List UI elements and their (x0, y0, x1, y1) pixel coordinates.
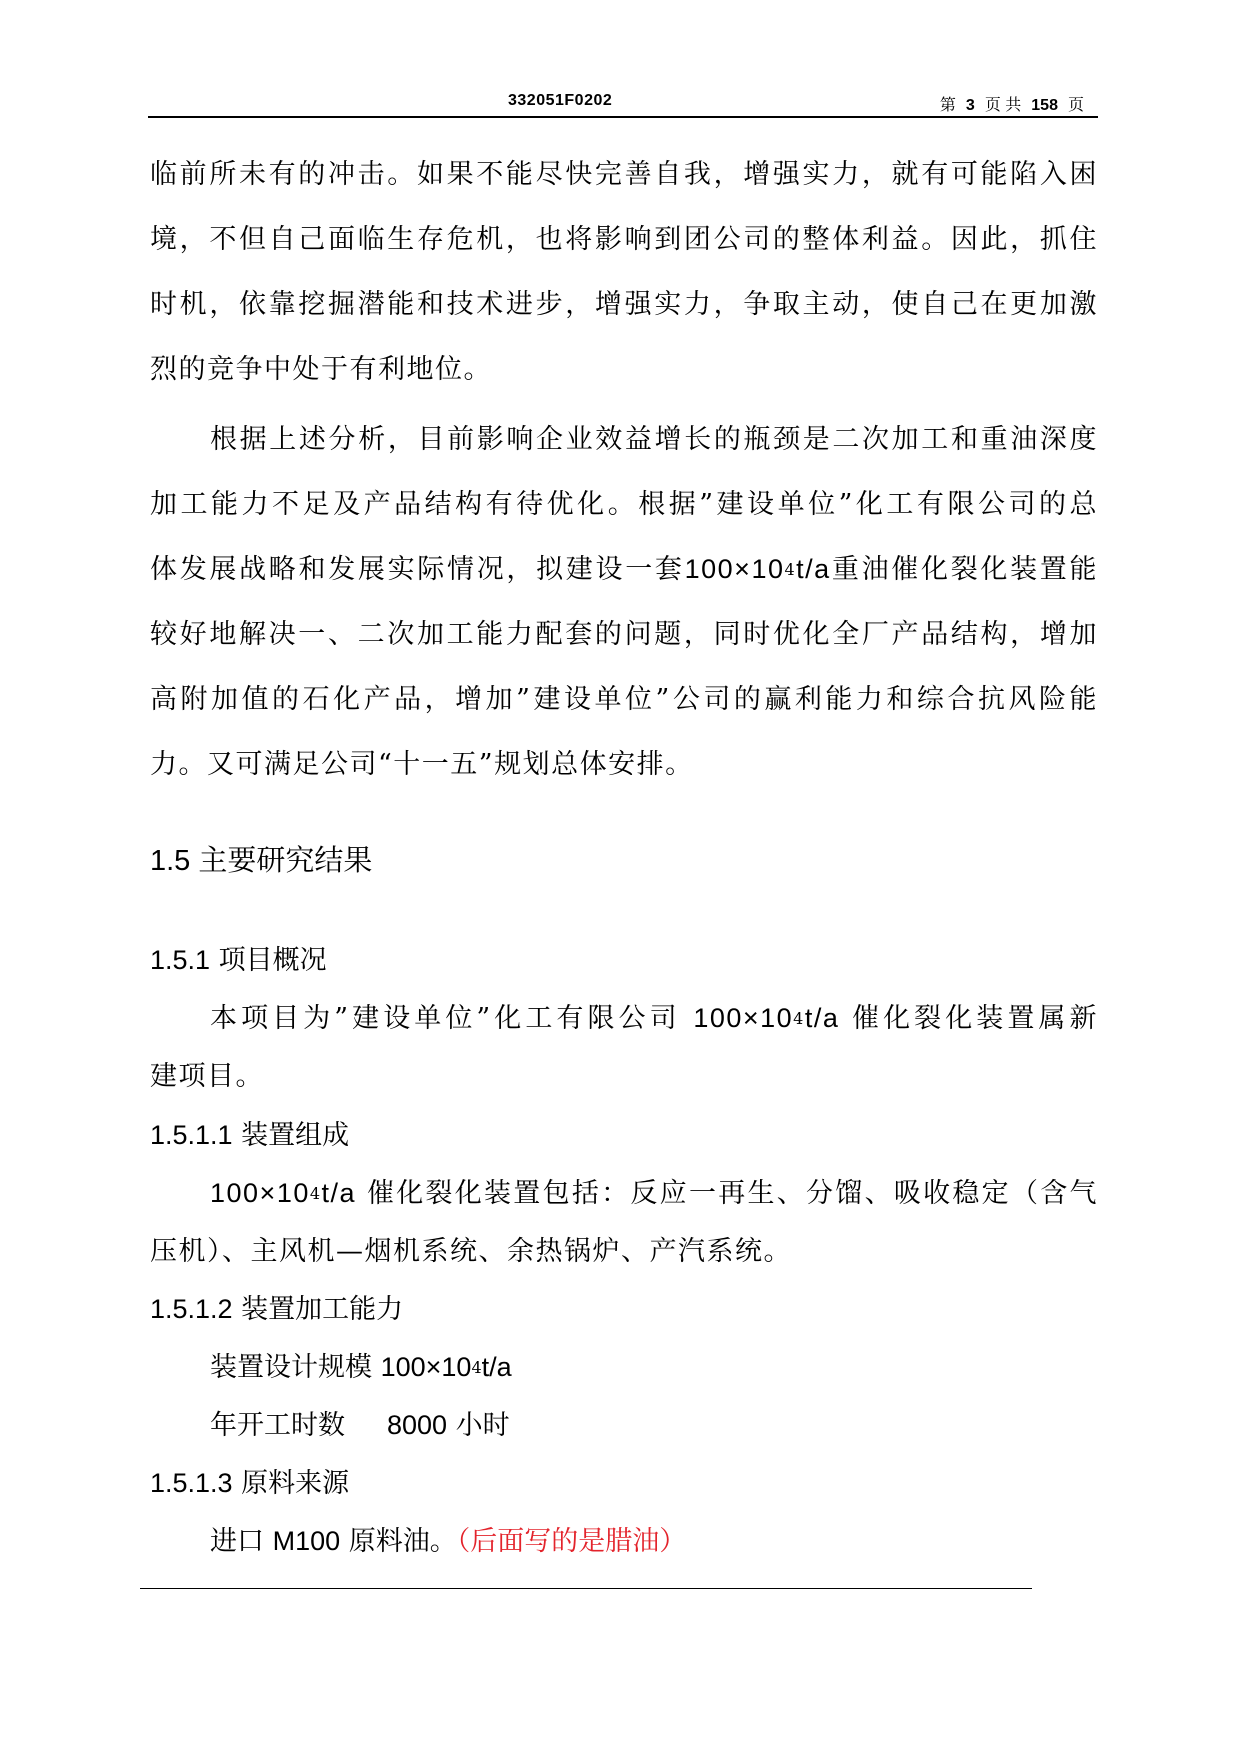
subsection-number: 1.5.1 (150, 945, 211, 975)
operating-hours-label: 年开工时数 (210, 1410, 345, 1441)
design-scale-line (210, 1345, 512, 1384)
subsection-number: 1.5.1.2 (150, 1294, 233, 1324)
capacity-unit: t/a (321, 1178, 357, 1208)
subsection-heading-1-5-1 (150, 938, 327, 977)
overview-text-a: 本项目为”建设单位”化工有限公司 (210, 1003, 681, 1034)
exponent: 4 (784, 560, 797, 579)
paragraph-2-line-5: 高附加值的石化产品，增加”建设单位”公司的赢利能力和综合抗风险能 (150, 684, 1098, 715)
red-note: （后面写的是腊油） (456, 1526, 687, 1557)
subsection-title: 原料来源 (241, 1468, 350, 1499)
operating-hours-line (210, 1403, 510, 1442)
overview-line-1 (210, 996, 1098, 1056)
subsection-title: 项目概况 (218, 945, 327, 976)
capacity-unit: t/a (804, 1003, 840, 1033)
paragraph-2-line-3-a: 体发展战略和发展实际情况，拟建设一套 (150, 554, 685, 585)
paragraph-2-line-1: 根据上述分析，目前影响企业效益增长的瓶颈是二次加工和重油深度 (210, 424, 1098, 455)
paragraph-2-line-3 (150, 547, 1098, 607)
composition-text: 催化裂化装置包括：反应一再生、分馏、吸收稳定（含气 (366, 1178, 1098, 1209)
overview-text-b: 催化裂化装置属新 (852, 1003, 1099, 1034)
paragraph-2-line-2: 加工能力不足及产品结构有待优化。根据”建设单位”化工有限公司的总 (150, 489, 1098, 520)
exponent: 4 (471, 1358, 482, 1377)
paragraph-2-line-6: 力。又可满足公司“十一五”规划总体安排。 (150, 749, 694, 780)
raw-material-suffix: 原料油。 (348, 1526, 457, 1557)
capacity-number: 100×10 (693, 1003, 794, 1033)
section-heading (150, 838, 372, 879)
capacity-number: 100×10 (380, 1352, 472, 1382)
subsection-title: 装置加工能力 (241, 1294, 404, 1325)
page-header (148, 90, 1098, 118)
overview-line-2: 建项目。 (150, 1061, 264, 1092)
exponent: 4 (793, 1009, 805, 1028)
paragraph-1-line-1: 临前所未有的冲击。如果不能尽快完善自我，增强实力，就有可能陷入困 (150, 159, 1098, 190)
design-scale-label: 装置设计规模 (210, 1352, 372, 1383)
page-suffix: 页 (1067, 97, 1084, 114)
capacity-unit: t/a (796, 554, 831, 584)
subsection-number: 1.5.1.1 (150, 1120, 233, 1150)
footer-rule (140, 1588, 1032, 1589)
composition-line-2: 压机）、主风机—烟机系统、余热锅炉、产汽系统。 (150, 1236, 792, 1267)
document-code: 332051F0202 (508, 92, 613, 109)
composition-line-1 (210, 1171, 1098, 1231)
paragraph-1-line-2: 境，不但自己面临生存危机，也将影响到团公司的整体利益。因此，抓住 (150, 224, 1098, 255)
paragraph-2-line-3-b: 重油催化裂化装置能 (830, 554, 1099, 585)
raw-material-code: M100 (272, 1526, 341, 1556)
page-number: 3 (965, 97, 975, 114)
subsection-heading-1-5-1-1 (150, 1113, 349, 1152)
raw-material-line (210, 1519, 686, 1558)
page-total: 158 (1031, 97, 1058, 114)
capacity-number: 100×10 (684, 554, 785, 584)
subsection-heading-1-5-1-3 (150, 1461, 349, 1500)
subsection-heading-1-5-1-2 (150, 1287, 403, 1326)
capacity-number: 100×10 (210, 1178, 310, 1208)
subsection-number: 1.5.1.3 (150, 1468, 233, 1498)
paragraph-1-line-3: 时机，依靠挖掘潜能和技术进步，增强实力，争取主动，使自己在更加激 (150, 289, 1098, 320)
operating-hours-value: 8000 (387, 1410, 448, 1440)
raw-material-prefix: 进口 (210, 1526, 264, 1557)
operating-hours-unit: 小时 (455, 1410, 510, 1441)
page-counter (936, 92, 1088, 115)
subsection-title: 装置组成 (241, 1120, 350, 1151)
paragraph-2-line-4: 较好地解决一、二次加工能力配套的问题，同时优化全厂产品结构，增加 (150, 619, 1098, 650)
page-prefix: 第 (939, 97, 956, 114)
page-mid: 页 共 (984, 97, 1022, 114)
section-title: 主要研究结果 (198, 843, 373, 877)
section-number: 1.5 (150, 845, 191, 877)
paragraph-1-line-4: 烈的竞争中处于有利地位。 (150, 354, 492, 385)
exponent: 4 (309, 1184, 322, 1203)
capacity-unit: t/a (481, 1352, 512, 1382)
